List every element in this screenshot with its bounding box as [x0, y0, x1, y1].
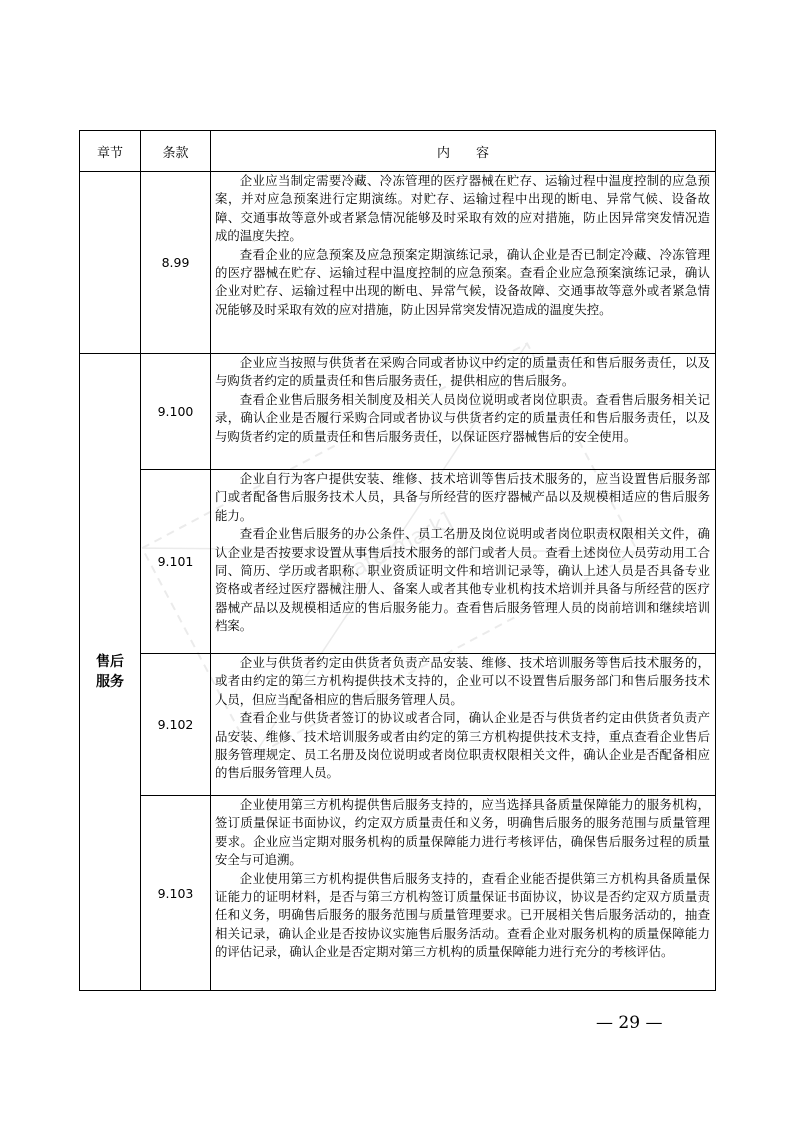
requirement-text: 企业与供货者约定由供货者负责产品安装、维修、技术培训服务等售后技术服务的，或者由约定的第三方机构提供技术支持的，企业可以不设置售后服务部门和售后服务技术人员，但应当配备相应的售后服务管理人员。	[215, 655, 710, 707]
inspection-text: 查看企业与供货者签订的协议或者合同，确认企业是否与供货者约定由供货者负责产品安装、维修、技术培训服务或者由约定的第三方机构提供技术支持，重点查看企业售后服务管理规定、员工名册及岗位说明或者岗位职责权限相关文件，确认企业是否配备相应的售后服务管理人员。	[215, 710, 710, 781]
watermark-label: [watermark]	[324, 508, 457, 595]
clause-content	[211, 654, 714, 795]
clause-number: 9.102	[157, 717, 194, 732]
header-chapter: 章节	[96, 145, 123, 161]
clause-content	[211, 354, 714, 469]
chapter-cell	[80, 353, 140, 990]
clause-number: 9.101	[157, 554, 194, 569]
header-content: 内 容	[436, 145, 489, 161]
page-number: — 29 —	[596, 1013, 663, 1033]
clause-number: 9.103	[157, 885, 194, 901]
inspection-text: 查看企业售后服务的办公条件、员工名册及岗位说明或者岗位职责权限相关文件，确认企业是否按要求设置从事售后技术服务的部门或者人员。查看上述岗位人员劳动用工合同、简历、学历或者职称、职业资质证明文件和培训记录等，确认上述人员是否具备专业资格或者经过医疗器械注册人、备案人或者其他专业机构技术培训并具备与所经营的医疗器械产品以及规模相适应的售后服务能力。查看售后服务管理人员的岗前培训和继续培训档案。	[215, 526, 710, 634]
clause-content	[211, 172, 714, 353]
inspection-text: 企业使用第三方机构提供售后服务支持的，查看企业能否提供第三方机构具备质量保证能力的证明材料，是否与第三方机构签订质量保证书面协议，协议是否约定双方质量责任和义务，明确售后服务的服务范围与质量管理要求。已开展相关售后服务活动的，抽查相关记录，确认企业是否按协议实施售后服务活动。查看企业对服务机构的质量保障能力的评估记录，确认企业是否定期对第三方机构的质量保障能力进行充分的考核评估。	[215, 870, 710, 960]
requirement-text: 企业自行为客户提供安装、维修、技术培训等售后技术服务的，应当设置售后服务部门或者配备售后服务技术人员，具备与所经营的医疗器械产品以及规模相适应的售后服务能力。	[215, 471, 710, 523]
inspection-text: 查看企业售后服务相关制度及相关人员岗位说明或者岗位职责。查看售后服务相关记录，确认企业是否履行采购合同或者协议与供货者约定的质量责任和售后服务责任，以及与购货者约定的质量责任和售后服务责任，以保证医疗器械售后的安全使用。	[215, 391, 710, 444]
regulation-table	[79, 130, 716, 991]
requirement-text: 企业使用第三方机构提供售后服务支持的，应当选择具备质量保障能力的服务机构，签订质量保证书面协议，约定双方质量责任和义务，明确售后服务的服务范围与质量管理要求。企业应当定期对服务机构的质量保障能力进行考核评估，确保售后服务过程的质量安全与可追溯。	[215, 797, 710, 868]
header-clause: 条款	[162, 145, 189, 161]
inspection-text: 查看企业的应急预案及应急预案定期演练记录，确认企业是否已制定冷藏、冷冻管理的医疗器械在贮存、运输过程中温度控制的应急预案。查看企业应急预案演练记录，确认企业对贮存、运输过程中出现的断电、异常气候，设备故障、交通事故等意外或者紧急情况能够及时采取有效的应对措施，防止因异常突发情况造成的温度失控。	[215, 246, 710, 317]
clause-number: 8.99	[161, 255, 190, 270]
clause-content	[211, 796, 714, 990]
requirement-text: 企业应当按照与供货者在采购合同或者协议中约定的质量责任和售后服务责任，以及与购货者约定的质量责任和售后服务责任，提供相应的售后服务。	[215, 355, 710, 389]
requirement-text: 企业应当制定需要冷藏、冷冻管理的医疗器械在贮存、运输过程中温度控制的应急预案，并对应急预案进行定期演练。对贮存、运输过程中出现的断电、异常气候、设备故障、交通事故等意外或者紧急情况能够及时采取有效的应对措施，防止因异常突发情况造成的温度失控。	[215, 173, 710, 244]
chapter-name: 售后服务	[96, 653, 124, 690]
clause-number: 9.100	[157, 404, 194, 419]
clause-content	[211, 470, 714, 653]
